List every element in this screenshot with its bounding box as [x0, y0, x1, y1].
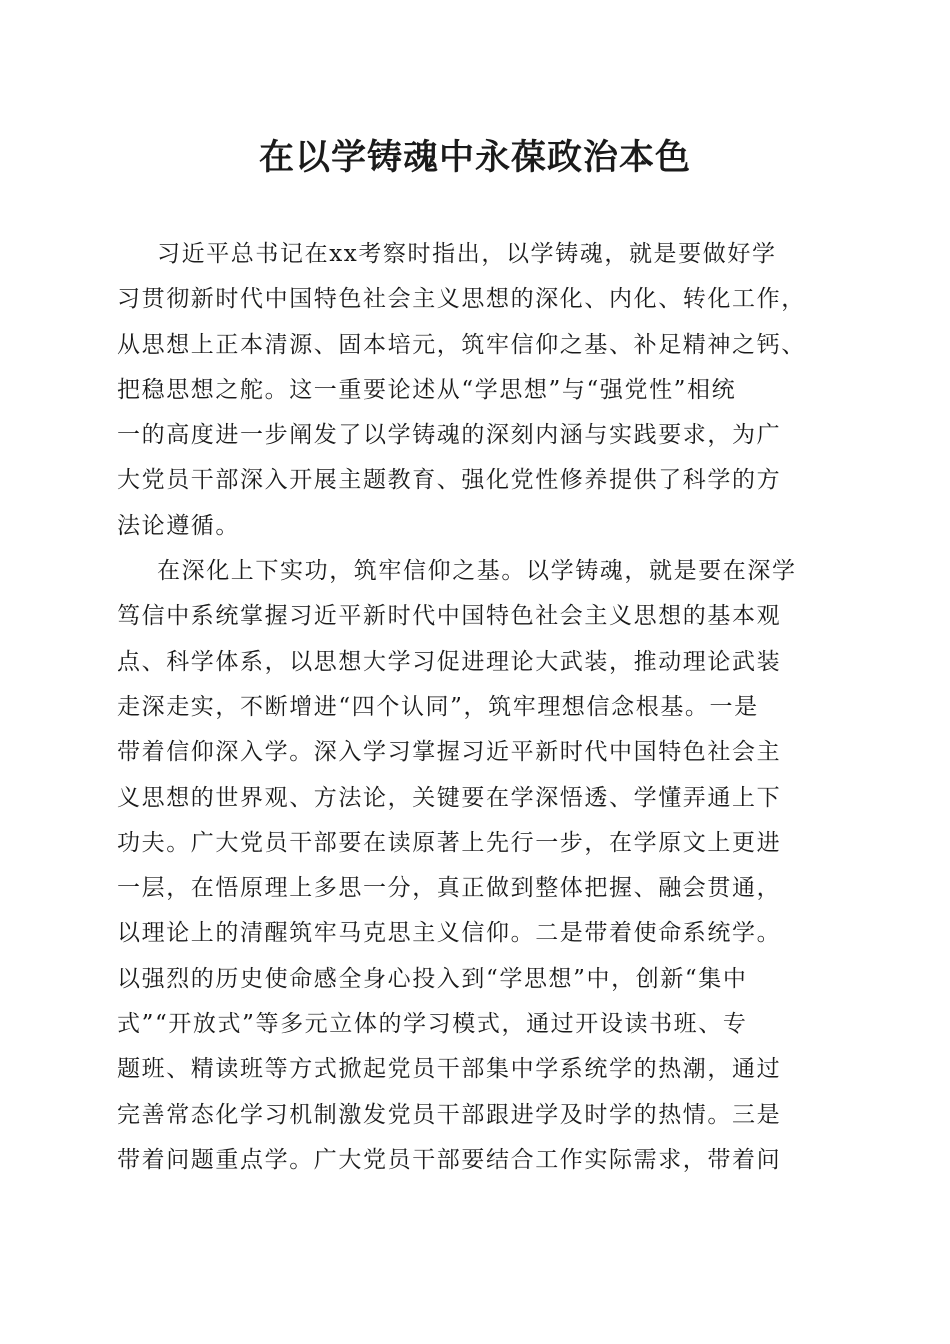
paragraph-line: 义思想的世界观、方法论，关键要在学深悟透、学懂弄通上下: [117, 784, 782, 811]
paragraph-line: 以强烈的历史使命感全身心投入到“学思想”中，创新“集中: [117, 965, 748, 992]
paragraph-line: 以理论上的清醒筑牢马克思主义信仰。二是带着使命系统学。: [117, 920, 782, 947]
paragraph-line: 在深化上下实功，筑牢信仰之基。以学铸魂，就是要在深学: [157, 558, 797, 585]
paragraph-line: 把稳思想之舵。这一重要论述从“学思想”与“强党性”相统: [117, 376, 737, 403]
paragraph-line: 一层，在悟原理上多思一分，真正做到整体把握、融会贯通，: [117, 875, 782, 902]
paragraph-2: [117, 549, 837, 1183]
paragraph-line: 笃信中系统掌握习近平新时代中国特色社会主义思想的基本观: [117, 603, 782, 630]
paragraph-line: 式”“开放式”等多元立体的学习模式，通过开设读书班、专: [117, 1011, 748, 1038]
paragraph-line: 走深走实，不断增进“四个认同”，筑牢理想信念根基。一是: [117, 693, 759, 720]
paragraph-line: 功夫。广大党员干部要在读原著上先行一步，在学原文上更进: [117, 829, 782, 856]
paragraph-line: 大党员干部深入开展主题教育、强化党性修养提供了科学的方: [117, 467, 782, 494]
document-body: [117, 232, 837, 1183]
paragraph-1: [117, 232, 837, 549]
paragraph-line: 点、科学体系，以思想大学习促进理论大武装，推动理论武装: [117, 648, 782, 675]
paragraph-line: 带着问题重点学。广大党员干部要结合工作实际需求，带着问: [117, 1146, 782, 1173]
paragraph-line: 从思想上正本清源、固本培元，筑牢信仰之基、补足精神之钙、: [117, 331, 806, 358]
paragraph-line: 一的高度进一步阐发了以学铸魂的深刻内涵与实践要求，为广: [117, 422, 782, 449]
paragraph-line: 习近平总书记在xx考察时指出，以学铸魂，就是要做好学: [157, 241, 777, 267]
paragraph-line: 习贯彻新时代中国特色社会主义思想的深化、内化、转化工作，: [117, 286, 806, 313]
paragraph-line: 题班、精读班等方式掀起党员干部集中学系统学的热潮，通过: [117, 1056, 782, 1083]
document-title: 在以学铸魂中永葆政治本色: [258, 137, 691, 178]
paragraph-line: 法论遵循。: [117, 512, 240, 539]
paragraph-line: 完善常态化学习机制激发党员干部跟进学及时学的热情。三是: [117, 1101, 782, 1128]
paragraph-line: 带着信仰深入学。深入学习掌握习近平新时代中国特色社会主: [117, 739, 782, 766]
